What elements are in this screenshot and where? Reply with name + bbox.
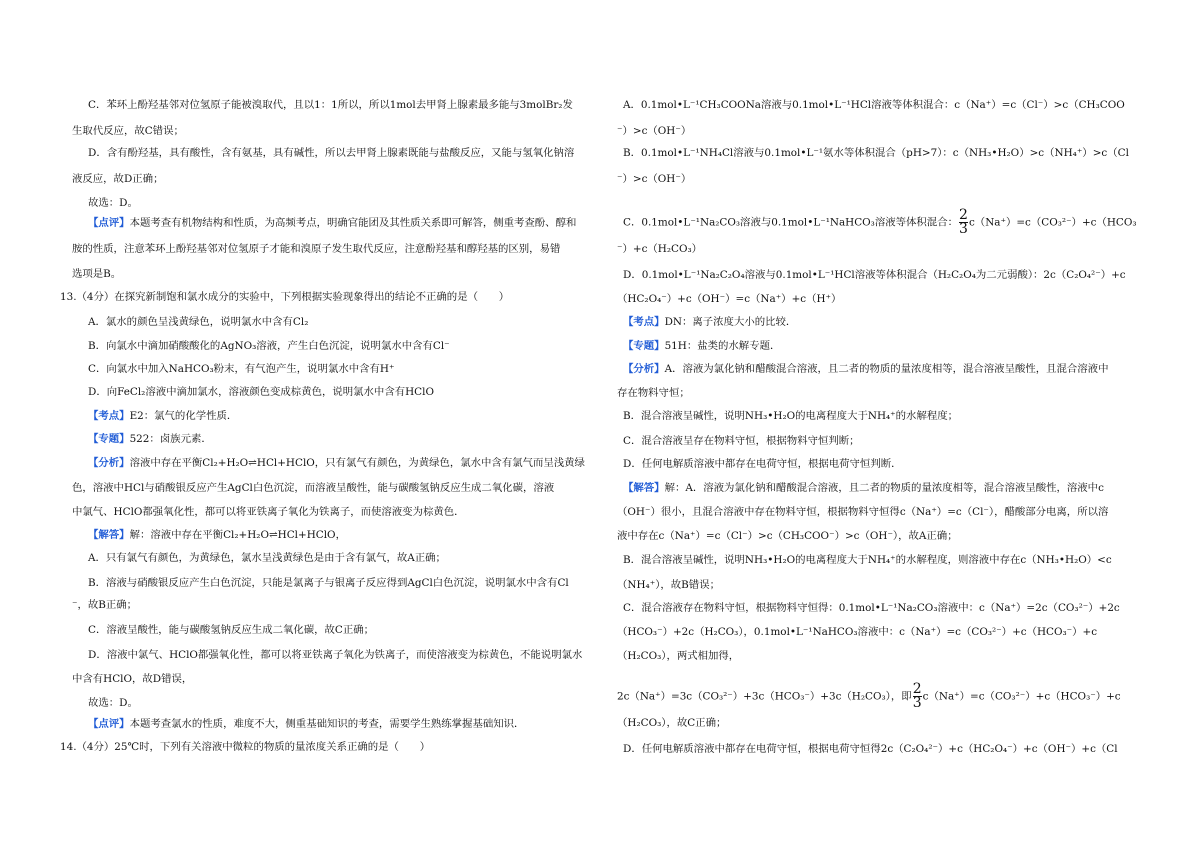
line-text: （H₂CO₃），两式相加得， bbox=[617, 650, 740, 662]
line-text: B．混合溶液呈碱性，说明NH₃•H₂O的电离程度大于NH₄⁺的水解程度，则溶液中存在c（NH₃•H₂O）<c bbox=[623, 554, 1112, 566]
line-text: 本题考查有机物结构和性质，为高频考点，明确官能团及其性质关系即可解答，侧重考查酚、醇和 bbox=[129, 217, 577, 229]
line-text: DN：离子浓度大小的比较． bbox=[664, 316, 797, 328]
section-tag: 【分析】 bbox=[88, 457, 130, 469]
line-text: 溶液中存在平衡Cl₂+H₂O⇌HCl+HClO，只有氯气有颜色，为黄绿色，氯水中含有氯气而呈浅黄绿 bbox=[129, 457, 585, 469]
line-text: B．混合溶液呈碱性，说明NH₃•H₂O的电离程度大于NH₄⁺的水解程度； bbox=[623, 410, 959, 422]
line-text: 生取代反应，故C错误； bbox=[72, 125, 184, 137]
fraction bbox=[912, 681, 922, 711]
right-text-line bbox=[617, 242, 702, 256]
line-text: （OH⁻）很小，且混合溶液中存在物料守恒，根据物料守恒得c（Na⁺）=c（Cl⁻），醋酸部分电离，所以溶 bbox=[617, 506, 1109, 518]
line-text: B．向氯水中滴加硝酸酸化的AgNO₃溶液，产生白色沉淀，说明氯水中含有Cl⁻ bbox=[88, 340, 450, 352]
right-text-line bbox=[617, 505, 1108, 519]
left-text-line bbox=[88, 196, 138, 210]
left-text-line bbox=[88, 98, 573, 112]
line-text: （HCO₃⁻）+2c（H₂CO₃），0.1mol•L⁻¹NaHCO₃溶液中：c（Na⁺）=c（CO₃²⁻）+c（HCO₃⁻）+c bbox=[617, 626, 1098, 638]
line-text: 2c（Na⁺）=3c（CO₃²⁻）+3c（HCO₃⁻）+3c（H₂CO₃），即 bbox=[617, 690, 912, 703]
left-text-line bbox=[72, 124, 184, 138]
right-text-line bbox=[617, 292, 841, 306]
line-text: D．任何电解质溶液中都存在电荷守恒，根据电荷守恒得2c（C₂O₄²⁻）+c（HC₂O₄⁻）+c（OH⁻）+c（Cl bbox=[623, 743, 1118, 755]
section-tag: 【专题】 bbox=[623, 340, 665, 352]
left-text-line bbox=[88, 315, 308, 329]
section-tag: 【点评】 bbox=[88, 217, 130, 229]
line-text: A．氯水的颜色呈浅黄绿色，说明氯水中含有Cl₂ bbox=[88, 316, 309, 328]
left-text-line bbox=[88, 528, 346, 542]
right-text-line bbox=[623, 481, 1104, 495]
line-text: 解：A．溶液为氯化钠和醋酸混合溶液，且二者的物质的量浓度相等，混合溶液呈酸性，溶液中c bbox=[664, 482, 1104, 494]
left-text-line bbox=[72, 242, 560, 256]
right-text-line bbox=[623, 315, 796, 329]
line-text: A．0.1mol•L⁻¹CH₃COONa溶液与0.1mol•L⁻¹HCl溶液等体积混合：c（Na⁺）=c（Cl⁻）>c（CH₃COO bbox=[623, 99, 1125, 111]
left-text-line bbox=[88, 362, 394, 376]
line-text: B．溶液与硝酸银反应产生白色沉淀，只能是氯离子与银离子反应得到AgCl白色沉淀，说明氯水中含有Cl bbox=[88, 577, 569, 589]
line-text: C．混合溶液存在物料守恒，根据物料守恒得：0.1mol•L⁻¹Na₂CO₃溶液中：c（Na⁺）=2c（CO₃²⁻）+2c bbox=[623, 602, 1120, 614]
section-tag: 【解答】 bbox=[88, 529, 130, 541]
right-text-line bbox=[623, 601, 1120, 615]
right-text-line bbox=[617, 578, 720, 592]
line-text: ⁻）>c（OH⁻） bbox=[617, 125, 692, 137]
section-tag: 【分析】 bbox=[623, 363, 665, 375]
section-tag: 【点评】 bbox=[88, 718, 130, 730]
line-text: A．溶液为氯化钠和醋酸混合溶液，且二者的物质的量浓度相等，混合溶液呈酸性，且混合溶液中 bbox=[664, 363, 1109, 375]
right-text-line bbox=[617, 386, 690, 400]
fraction-numerator: 2 bbox=[912, 681, 922, 697]
left-text-line bbox=[72, 172, 163, 186]
right-text-line bbox=[623, 98, 1125, 112]
line-text: C．苯环上酚羟基邻对位氢原子能被溴取代，且以1：1所以，所以1mol去甲肾上腺素最多能与3molBr₂发 bbox=[88, 99, 573, 111]
left-text-line bbox=[88, 146, 574, 160]
right-text-line bbox=[623, 146, 1129, 160]
line-text: A．只有氯气有颜色，为黄绿色，氯水呈浅黄绿色是由于含有氯气，故A正确； bbox=[88, 552, 446, 564]
right-text-line bbox=[623, 457, 901, 471]
line-text: 色，溶液中HCl与硝酸银反应产生AgCl白色沉淀，而溶液呈酸性，能与碳酸氢钠反应生成二氧化碳，溶液 bbox=[72, 482, 555, 494]
right-text-line bbox=[617, 649, 739, 663]
right-text-line bbox=[623, 434, 860, 448]
left-text-line bbox=[88, 717, 524, 731]
line-text: C．向氯水中加入NaHCO₃粉末，有气泡产生，说明氯水中含有H⁺ bbox=[88, 363, 395, 375]
right-text-line bbox=[617, 124, 691, 138]
line-text: D．任何电解质溶液中都存在电荷守恒，根据电荷守恒判断． bbox=[623, 458, 902, 470]
right-text-line bbox=[617, 172, 691, 186]
left-text-line bbox=[88, 409, 237, 423]
line-text: C．溶液呈酸性，能与碳酸氢钠反应生成二氧化碳，故C正确； bbox=[88, 624, 375, 636]
left-text-line bbox=[72, 481, 554, 495]
left-text-line bbox=[88, 576, 569, 590]
left-text-line bbox=[88, 216, 576, 230]
fraction-denominator: 3 bbox=[959, 221, 968, 237]
right-text-line bbox=[617, 681, 1121, 711]
left-text-line bbox=[88, 432, 212, 446]
line-text: D．向FeCl₂溶液中滴加氯水，溶液颜色变成棕黄色，说明氯水中含有HClO bbox=[88, 386, 434, 398]
left-text-line bbox=[88, 385, 434, 399]
fraction bbox=[959, 207, 968, 237]
line-text: 存在物料守恒； bbox=[617, 387, 690, 399]
line-text: 本题考查氯水的性质，难度不大，侧重基础知识的考查，需要学生熟练掌握基础知识． bbox=[129, 718, 525, 730]
line-text: （HC₂O₄⁻）+c（OH⁻）=c（Na⁺）+c（H⁺） bbox=[617, 293, 842, 305]
line-text: （H₂CO₃），故C正确； bbox=[617, 717, 727, 729]
left-text-line bbox=[72, 267, 121, 281]
right-text-line bbox=[617, 625, 1097, 639]
line-text: ⁻，故B正确； bbox=[72, 599, 138, 611]
line-text: 13.（4分）在探究新制饱和氯水成分的实验中，下列根据实验现象得出的结论不正确的是（ ） bbox=[60, 291, 510, 303]
line-text-continued: c（Na⁺）=c（CO₃²⁻）+c（HCO₃⁻）+c bbox=[922, 690, 1121, 703]
line-text: B．0.1mol•L⁻¹NH₄Cl溶液与0.1mol•L⁻¹氨水等体积混合（pH>7）：c（NH₃•H₂O）>c（NH₄⁺）>c（Cl bbox=[623, 147, 1129, 159]
section-tag: 【解答】 bbox=[623, 482, 665, 494]
left-text-line bbox=[88, 648, 582, 662]
right-text-line bbox=[623, 207, 1137, 237]
left-text-line bbox=[60, 290, 509, 304]
section-tag: 【专题】 bbox=[88, 433, 130, 445]
right-text-line bbox=[617, 529, 958, 543]
line-text: 中氯气、HClO都强氧化性，都可以将亚铁离子氧化为铁离子，而使溶液变为棕黄色． bbox=[72, 506, 465, 518]
right-text-line bbox=[617, 716, 726, 730]
right-text-line bbox=[623, 362, 1108, 376]
line-text: D．溶液中氯气、HClO都强氧化性，都可以将亚铁离子氧化为铁离子，而使溶液变为棕黄色，不能说明氯水 bbox=[88, 649, 583, 661]
line-text: C．混合溶液呈存在物料守恒，根据物料守恒判断； bbox=[623, 435, 860, 447]
line-text: 液反应，故D正确； bbox=[72, 173, 164, 185]
line-text: D．含有酚羟基，具有酸性，含有氨基，具有碱性，所以去甲肾上腺素既能与盐酸反应，又能与氢氧化钠溶 bbox=[88, 147, 575, 159]
line-text: D．0.1mol•L⁻¹Na₂C₂O₄溶液与0.1mol•L⁻¹HCl溶液等体积混合（H₂C₂O₄为二元弱酸）：2c（C₂O₄²⁻）+c bbox=[623, 269, 1126, 281]
fraction-numerator: 2 bbox=[959, 207, 968, 223]
left-text-line bbox=[60, 740, 430, 754]
line-text: 故选：D。 bbox=[88, 197, 138, 209]
line-text: 故选：D。 bbox=[88, 697, 138, 709]
right-text-line bbox=[623, 409, 958, 423]
left-text-line bbox=[72, 598, 137, 612]
line-text: E2：氯气的化学性质． bbox=[129, 410, 238, 422]
line-text: 51H：盐类的水解专题． bbox=[664, 340, 781, 352]
fraction-denominator: 3 bbox=[912, 695, 922, 711]
left-text-line bbox=[88, 456, 585, 470]
right-text-line bbox=[623, 553, 1112, 567]
left-text-line bbox=[88, 339, 450, 353]
line-text: C．0.1mol•L⁻¹Na₂CO₃溶液与0.1mol•L⁻¹NaHCO₃溶液等体积混合： bbox=[623, 216, 958, 229]
line-text: ⁻）+c（H₂CO₃） bbox=[617, 243, 703, 255]
left-text-line bbox=[88, 551, 446, 565]
line-text: （NH₄⁺），故B错误； bbox=[617, 579, 720, 591]
section-tag: 【考点】 bbox=[88, 410, 130, 422]
line-text: 液中存在c（Na⁺）=c（Cl⁻）>c（CH₃COO⁻）>c（OH⁻），故A正确； bbox=[617, 530, 958, 542]
line-text: 胺的性质，注意苯环上酚羟基邻对位氢原子才能和溴原子发生取代反应，注意酚羟基和醇羟基的区别，易错 bbox=[72, 243, 561, 255]
left-text-line bbox=[88, 696, 138, 710]
line-text: 中含有HClO，故D错误， bbox=[72, 673, 193, 685]
line-text: ⁻）>c（OH⁻） bbox=[617, 173, 692, 185]
right-text-line bbox=[623, 268, 1126, 282]
left-text-line bbox=[72, 505, 465, 519]
section-tag: 【考点】 bbox=[623, 316, 665, 328]
line-text: 14.（4分）25℃时，下列有关溶液中微粒的物质的量浓度关系正确的是（ ） bbox=[60, 741, 431, 753]
line-text: 522：卤族元素． bbox=[129, 433, 212, 445]
left-text-line bbox=[88, 623, 374, 637]
right-text-line bbox=[623, 742, 1118, 756]
right-text-line bbox=[623, 339, 780, 353]
left-text-line bbox=[72, 672, 192, 686]
line-text: 选项是B。 bbox=[72, 268, 122, 280]
line-text-continued: c（Na⁺）=c（CO₃²⁻）+c（HCO₃ bbox=[968, 216, 1137, 229]
line-text: 解：溶液中存在平衡Cl₂+H₂O⇌HCl+HClO， bbox=[129, 529, 346, 541]
